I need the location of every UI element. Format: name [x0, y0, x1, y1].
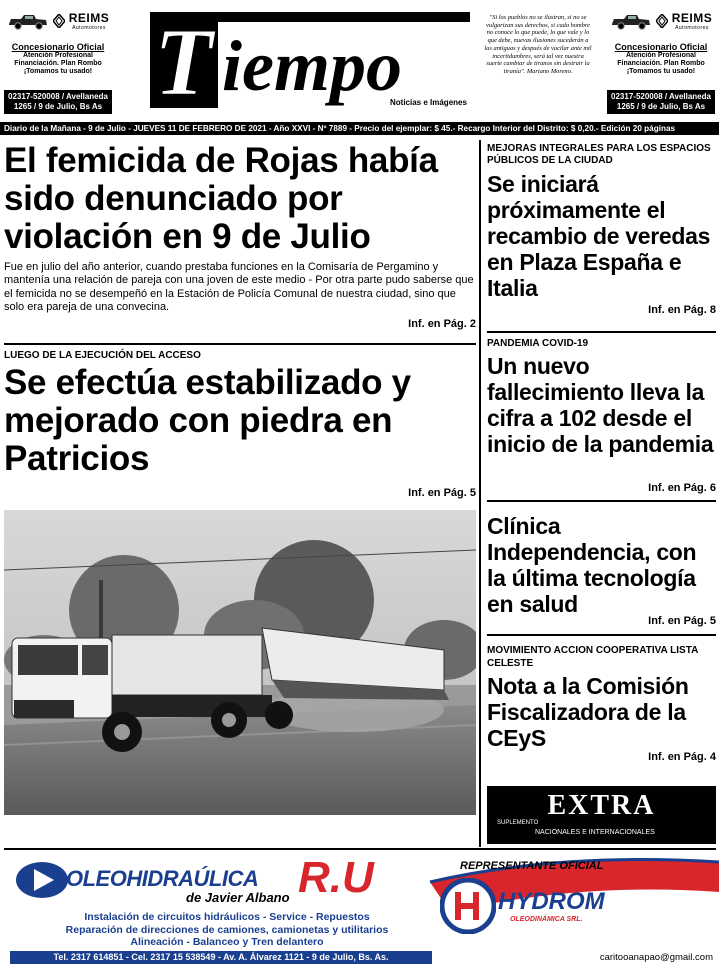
column-divider [479, 140, 481, 847]
extra-sub: NACIONALES E INTERNACIONALES [535, 829, 655, 836]
kicker: LUEGO DE LA EJECUCIÓN DEL ACCESO [4, 350, 201, 361]
footer-ad[interactable] [0, 852, 719, 964]
divider [487, 634, 716, 636]
headline[interactable]: Un nuevo fallecimiento lleva la cifra a 102 desde el inicio de la pandemia [487, 353, 714, 457]
extra-label: SUPLEMENTO [497, 820, 539, 826]
masthead-logo [150, 12, 470, 108]
masthead-quote: "Si los pueblos no se ilustran, si no se vulgarizan sus derechos, si cada hombre no conoce lo que puede, lo que vale y lo que debe, nuevas ilusiones sucederán a las antiguas y después de vacilar ante mil incertidumbres, será tal vez nuestra suerte cambiar de tiranos sin destruir la tiranía". Mariano Moreno. [484, 14, 592, 75]
ad-line: Atención Profesional [625, 52, 696, 59]
page-reference: Inf. en Pág. 8 [648, 304, 716, 316]
footer-brand-suffix: R.U [298, 853, 374, 902]
story-covid[interactable] [487, 338, 716, 457]
headline[interactable]: Se iniciará próximamente el recambio de veredas en Plaza España e Italia [487, 171, 711, 301]
pickup-truck-icon [610, 11, 652, 31]
story-cooperativa[interactable] [487, 644, 716, 751]
kicker: MEJORAS INTEGRALES PARA LOS ESPACIOS PÚBLICOS DE LA CIUDAD [487, 143, 711, 166]
story-patricios[interactable] [4, 350, 476, 478]
divider [487, 500, 716, 502]
rep-brand: HYDROM [498, 888, 605, 915]
renault-diamond-icon [53, 14, 65, 28]
story-femicida[interactable] [4, 142, 476, 330]
story-body: Fue en julio del año anterior, cuando prestaba funciones en la Comisaría de Pergamino y mantenía una relación de pareja con una joven de este medio - Por otra parte pudo saberse que el femicida no se desempeñó en la Estación de Policía Comunal de nuestra ciudad, sino que solo era pareja de una convecina. [4, 261, 474, 313]
ad-contact: 02317-520008 / Avellaneda 1265 / 9 de Julio, Bs As [4, 90, 112, 114]
svg-text:Noticias e Imágenes: Noticias e Imágenes [390, 98, 467, 107]
hydrom-logo-icon [440, 878, 496, 934]
ad-line: ¡Tomamos tu usado! [626, 68, 696, 75]
masthead[interactable] [150, 12, 470, 108]
rep-sub: OLEODINÁMICA SRL. [510, 916, 583, 923]
ad-line: Financiación. Plan Rombo [14, 60, 102, 67]
headline[interactable]: Nota a la Comisión Fiscalizadora de la CEyS [487, 673, 689, 751]
ad-line: ¡Tomamos tu usado! [23, 68, 93, 75]
divider [487, 331, 716, 333]
page-reference: Inf. en Pág. 5 [648, 615, 716, 627]
ad-title: Concesionario Oficial [614, 42, 708, 52]
story-photo[interactable] [4, 510, 476, 815]
play-logo-icon [14, 860, 70, 900]
dump-truck-photo [4, 510, 476, 815]
extra-title: EXTRA [547, 790, 656, 821]
pickup-truck-icon [7, 11, 49, 31]
headline[interactable]: El femicida de Rojas había sido denunciado por violación en 9 de Julio [4, 141, 438, 256]
kicker: MOVIMIENTO ACCION COOPERATIVA LISTA CELESTE [487, 645, 698, 669]
footer-email[interactable]: caritooanapao@gmail.com [599, 952, 713, 963]
footer-brand: OLEOHIDRAÚLICA [66, 866, 259, 891]
divider [4, 848, 716, 850]
renault-diamond-icon [656, 14, 668, 28]
story-clinica[interactable] [487, 513, 719, 617]
page-reference: Inf. en Pág. 4 [648, 751, 716, 763]
extra-supplement-banner[interactable] [487, 786, 716, 844]
kicker: PANDEMIA COVID-19 [487, 338, 589, 349]
ad-contact: 02317-520008 / Avellaneda 1265 / 9 de Julio, Bs As [607, 90, 715, 114]
page-reference: Inf. en Pág. 5 [408, 487, 476, 499]
page-reference: Inf. en Pág. 6 [648, 482, 716, 494]
rep-label: REPRESENTANTE OFICIAL [460, 860, 604, 872]
header-ad-left[interactable] [4, 6, 112, 114]
svg-text:iempo: iempo [222, 26, 402, 106]
ad-line: Financiación. Plan Rombo [617, 60, 705, 67]
story-veredas[interactable] [487, 143, 716, 316]
svg-text:T: T [154, 12, 213, 108]
header-ad-right[interactable] [607, 6, 715, 114]
page-reference: Inf. en Pág. 2 [408, 318, 476, 331]
footer-services: Instalación de circuitos hidráulicos - Service - Repuestos Reparación de direcciones de camiones, camionetas y utilitarios Alineación - Balanceo y Tren delantero [65, 911, 389, 948]
headline[interactable]: Clínica Independencia, con la última tecnología en salud [487, 513, 697, 617]
headline[interactable]: Se efectúa estabilizado y mejorado con piedra en Patricios [4, 363, 411, 478]
ad-title: Concesionario Oficial [11, 42, 105, 52]
ad-line: Atención Profesional [22, 52, 93, 59]
dateline-bar: Diario de la Mañana - 9 de Julio - JUEVES 11 DE FEBRERO DE 2021 - Año XXVI - Nº 7889 - Precio del ejemplar: $ 45.- Recargo Interior del Distrito: $ 0,20.- Edición 20 páginas [0, 122, 719, 135]
footer-owner: de Javier Albano [186, 890, 290, 905]
ad-brand: REIMS Automotores [671, 11, 713, 31]
ad-brand: REIMS Automotores [68, 11, 110, 31]
divider [4, 343, 476, 345]
footer-contact: Tel. 2317 614851 - Cel. 2317 15 538549 - Av. A. Álvarez 1121 - 9 de Julio, Bs. As. [10, 951, 432, 964]
